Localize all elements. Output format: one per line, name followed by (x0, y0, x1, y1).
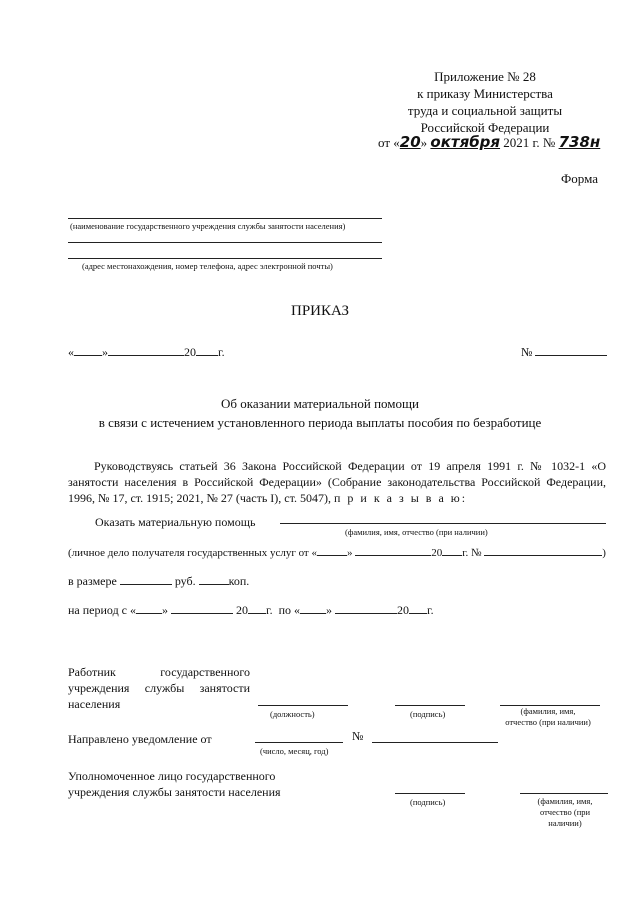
sig2-sign-caption: (подпись) (410, 797, 446, 807)
pf-month-blank (355, 555, 431, 556)
order-word: п р и к а з ы в а ю: (333, 491, 468, 505)
signature2-title (68, 768, 281, 800)
order-number (521, 344, 607, 360)
rub-label: руб. (174, 574, 196, 588)
appendix-header (360, 68, 610, 136)
pf-year: 20 (431, 547, 443, 559)
quote-open: « (68, 345, 74, 359)
sig2-sign-line (395, 793, 465, 794)
subject-line-1: Об оказании материальной помощи (220, 396, 419, 411)
sig1-position-caption: (должность) (270, 709, 315, 719)
agency-caption: (наименование государственного учреждения службы занятости населения) (70, 221, 346, 231)
pf-year-blank (442, 555, 462, 556)
pf-end: ) (602, 547, 606, 559)
period-to: по « (278, 603, 301, 617)
sig2-line-1: Уполномоченное лицо государственного (68, 769, 276, 783)
kop-blank (199, 584, 229, 585)
order-date-line (68, 344, 225, 360)
period-g1: г. (266, 603, 273, 617)
signature1-title (68, 664, 250, 712)
sig1-line-3: населения (68, 697, 121, 711)
sig2-name-caption-3: наличии) (548, 818, 582, 828)
address-line (68, 258, 382, 259)
body-paragraph (68, 458, 606, 506)
sig1-name-caption (488, 706, 608, 728)
sig1-line-1: Работник государственного (68, 665, 250, 679)
day-blank (74, 355, 102, 356)
year-prefix: 20 (184, 345, 196, 359)
appendix-line-3: труда и социальной защиты (407, 103, 563, 118)
notice-label: Направлено уведомление от (68, 732, 212, 746)
notice-number-line (372, 742, 498, 743)
personal-file-line (68, 546, 606, 560)
kop-label: коп. (228, 574, 250, 588)
period-year1: 20 (236, 603, 249, 617)
sig2-name-line (520, 793, 608, 794)
rub-blank (120, 584, 172, 585)
sig1-name-caption-1: (фамилия, имя, (520, 706, 576, 716)
notice-number-label: № (352, 729, 364, 743)
period-year2-blank (409, 613, 427, 614)
period-day1-blank (136, 613, 162, 614)
aid-name-line (280, 523, 606, 524)
number-label: № (521, 345, 533, 359)
period-close2: » (326, 603, 333, 617)
day-close: » (420, 135, 428, 150)
period-close1: » (162, 603, 169, 617)
sig1-sign-caption: (подпись) (410, 709, 446, 719)
notice-date-line (255, 742, 343, 743)
form-label: Форма (561, 171, 598, 186)
appendix-date-line (378, 134, 600, 151)
sig2-name-caption (518, 796, 612, 829)
sig1-sign-line (395, 705, 465, 706)
sig1-line-2: учреждения службы занятости (68, 681, 250, 695)
pf-close: » (347, 547, 353, 559)
appendix-line-2: к приказу Министерства (417, 86, 553, 101)
period-prefix: на период с « (68, 603, 137, 617)
period-month1-blank (171, 613, 233, 614)
appendix-line-1: Приложение № 28 (434, 69, 536, 84)
amount-prefix: в размере (68, 574, 117, 588)
sig2-line-2: учреждения службы занятости населения (68, 785, 281, 799)
sig2-name-caption-2: отчество (при (539, 807, 591, 817)
quote-close: » (102, 345, 108, 359)
appendix-line-4: Российской Федерации (420, 120, 550, 135)
amount-line (68, 573, 249, 589)
pf-day-blank (317, 555, 347, 556)
subject-line-2: в связи с истечением установленного периода выплаты пособия по безработице (98, 415, 542, 430)
period-g2: г. (427, 603, 434, 617)
address-caption: (адрес местонахождения, номер телефона, адрес электронной почты) (82, 261, 333, 271)
handwritten-order-number: 738н (558, 133, 601, 151)
sig1-name-caption-2: отчество (при наличии) (505, 717, 591, 727)
period-day2-blank (300, 613, 326, 614)
year-number-label: 2021 г. № (503, 135, 556, 150)
handwritten-month: октября (430, 133, 501, 151)
year-suffix: г. (218, 345, 225, 359)
agency-name-line (68, 218, 382, 219)
period-year1-blank (248, 613, 266, 614)
aid-label: Оказать материальную помощь (95, 515, 256, 529)
period-year2: 20 (397, 603, 410, 617)
pf-number-blank (484, 555, 602, 556)
month-blank (108, 355, 184, 356)
period-month2-blank (335, 613, 397, 614)
sig1-position-line (258, 705, 348, 706)
aid-caption: (фамилия, имя, отчество (при наличии) (345, 527, 488, 537)
doc-title: ПРИКАЗ (291, 303, 349, 319)
handwritten-day: 20 (399, 133, 421, 151)
notice-date-caption: (число, месяц, год) (260, 746, 329, 756)
sig2-name-caption-1: (фамилия, имя, (537, 796, 593, 806)
pf-number-label: г. № (462, 547, 482, 559)
pf-prefix: (личное дело получателя государственных услуг от « (68, 547, 317, 559)
agency-extra-line (68, 242, 382, 243)
number-blank (535, 355, 607, 356)
date-prefix: от « (378, 135, 400, 150)
year-blank (196, 355, 218, 356)
body-text: Руководствуясь статьей 36 Закона Российской Федерации от 19 апреля 1991 г. № 1032-1 «О занятости населения в Российской Федерации» (Собрание законодательства Российской Федерации, 1996, № 17, ст. 1915; 2021, № 27 (часть I), ст. 5047), (68, 459, 606, 505)
period-line (68, 602, 434, 618)
